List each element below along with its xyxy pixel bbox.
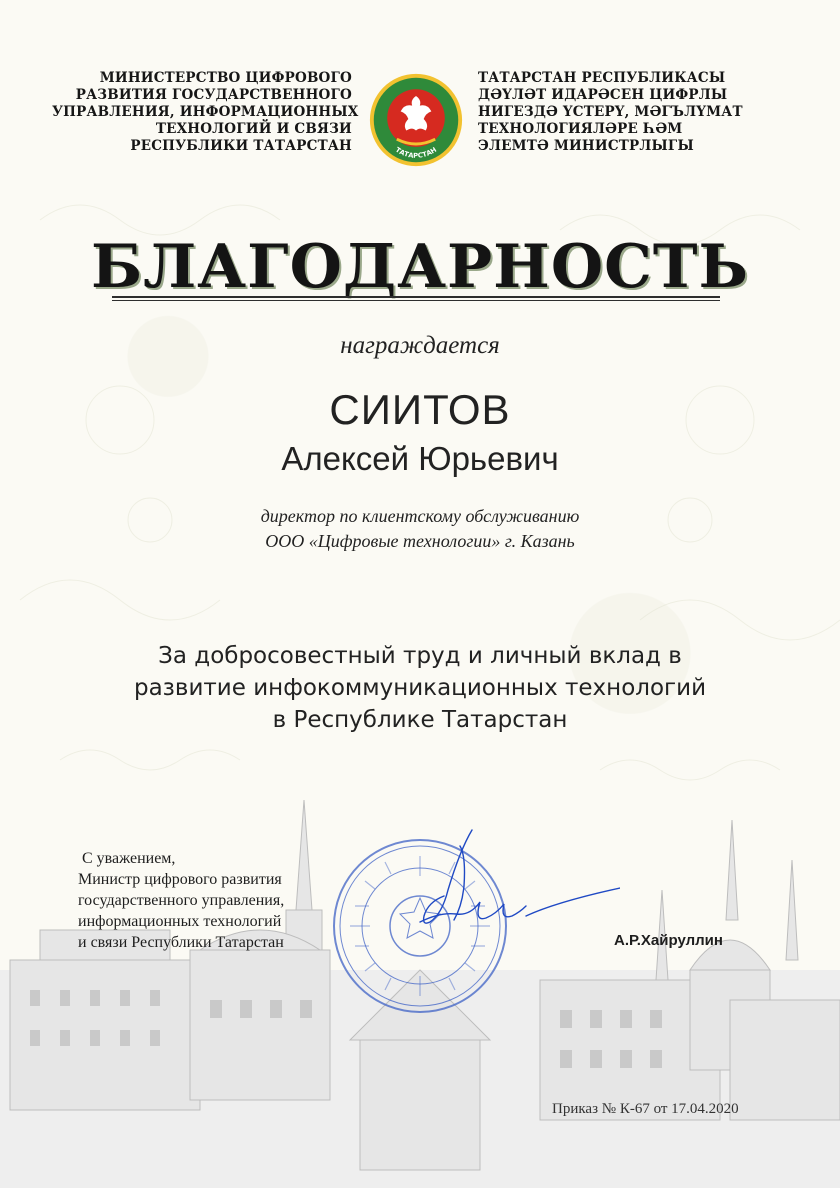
reason-line: За добросовестный труд и личный вклад в bbox=[158, 643, 682, 669]
header-line: ТЕХНОЛОГИЯЛӘРЕ ҺӘМ bbox=[478, 121, 683, 137]
tatarstan-emblem-icon bbox=[368, 72, 464, 168]
awarded-caption: награждается bbox=[340, 332, 500, 359]
order-reference: Приказ № К-67 от 17.04.2020 bbox=[552, 1101, 739, 1117]
header-line: УПРАВЛЕНИЯ, ИНФОРМАЦИОННЫХ bbox=[52, 104, 359, 120]
header-line: РЕСПУБЛИКИ ТАТАРСТАН bbox=[130, 138, 352, 154]
signatory-line: Министр цифрового развития bbox=[78, 871, 282, 888]
ministry-name-tatar bbox=[478, 70, 798, 155]
header-line: НИГЕЗДӘ ҮСТЕРҮ, МӘГЪЛҮМАТ bbox=[478, 104, 743, 120]
title-underline bbox=[112, 296, 720, 298]
header-line: ЭЛЕМТӘ МИНИСТРЛЫГЫ bbox=[478, 138, 694, 154]
header-line: ДӘҮЛӘТ ИДАРӘСЕН ЦИФРЛЫ bbox=[478, 87, 728, 103]
reason-line: в Республике Татарстан bbox=[272, 707, 568, 733]
signatory-line: и связи Республики Татарстан bbox=[78, 934, 284, 951]
title-underline-thin bbox=[112, 300, 720, 301]
position-line: директор по клиентскому обслуживанию bbox=[260, 506, 580, 526]
recipient-position bbox=[0, 504, 840, 554]
header-line: МИНИСТЕРСТВО ЦИФРОВОГО bbox=[99, 70, 352, 86]
reason-line: развитие инфокоммуникационных технологий bbox=[133, 675, 707, 701]
header bbox=[0, 70, 840, 170]
header-line: РАЗВИТИЯ ГОСУДАРСТВЕННОГО bbox=[75, 87, 352, 103]
position-line: ООО «Цифровые технологии» г. Казань bbox=[265, 531, 575, 551]
svg-text:ТАТАРСТАН: ТАТАРСТАН bbox=[393, 145, 439, 160]
signatory-line: С уважением, bbox=[82, 850, 176, 867]
certificate-title: БЛАГОДАРНОСТЬ bbox=[90, 232, 750, 302]
signatory-line: государственного управления, bbox=[78, 892, 285, 909]
signatory-line: информационных технологий bbox=[78, 913, 282, 930]
header-line: ТЕХНОЛОГИЙ И СВЯЗИ bbox=[155, 121, 352, 137]
signature-icon bbox=[380, 826, 620, 956]
recipient-given-names: Алексей Юрьевич bbox=[281, 440, 559, 477]
signatory-title bbox=[78, 848, 348, 953]
recipient-surname: СИИТОВ bbox=[329, 386, 511, 433]
header-line: ТАТАРСТАН РЕСПУБЛИКАСЫ bbox=[478, 70, 726, 86]
award-reason bbox=[0, 640, 840, 736]
signer-name: А.Р.Хайруллин bbox=[614, 932, 723, 949]
ministry-name-russian bbox=[52, 70, 359, 155]
